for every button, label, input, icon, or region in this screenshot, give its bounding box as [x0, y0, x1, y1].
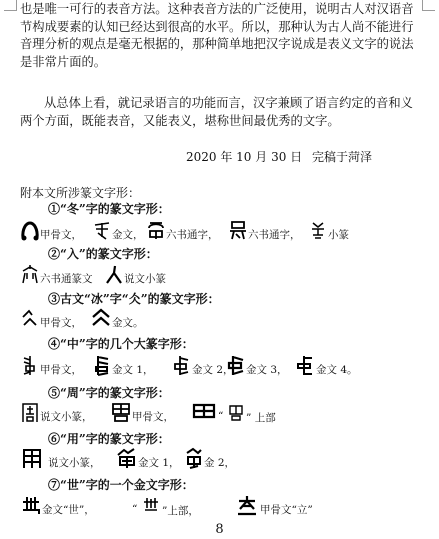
glyph-caption: 甲骨文“立”	[260, 504, 313, 516]
glyph-caption: ” 上部	[246, 412, 276, 424]
crop-mark-top-right	[422, 0, 435, 11]
glyph-caption: 六书通篆文	[40, 273, 93, 285]
seal-glyph-icon	[146, 219, 166, 241]
seal-glyph-icon	[228, 219, 248, 241]
seal-glyph-icon	[192, 401, 216, 423]
crop-mark-top-left	[4, 0, 17, 11]
glyph-caption: 金文 3，	[246, 364, 288, 376]
body-paragraph-1: 也是唯一可行的表音方法。这种表音方法的广泛使用，说明古人对汉语音节构成要素的认知已经达到很高的水平。所以，那种认为古人尚不能进行音理分析的观点是毫无根据的，那种简单地把汉字说成是表义文字的说法是非常片面的。	[20, 2, 414, 69]
seal-glyph-icon	[20, 401, 40, 423]
section-title-3: ③古文“冰”字“仌”的篆文字形：	[48, 292, 220, 306]
seal-glyph-icon	[296, 354, 316, 376]
glyph-caption: ”上部，	[162, 505, 199, 517]
body-paragraph-2: 从总体上看，就记录语言的功能而言，汉字兼顾了语言约定的音和义两个方面，既能表音，又能表义，堪称世间最优秀的文字。	[20, 96, 413, 128]
seal-glyph-icon	[20, 263, 40, 285]
section-title-5: ⑤“周”字的篆文字形：	[48, 386, 170, 400]
seal-glyph-icon	[308, 219, 328, 241]
glyph-caption: 金文 2，	[192, 364, 234, 376]
glyph-caption: “	[218, 410, 224, 422]
glyph-caption: 甲骨文，	[40, 364, 82, 376]
seal-glyph-icon	[92, 354, 112, 376]
seal-glyph-icon	[90, 307, 112, 329]
seal-glyph-icon	[184, 447, 204, 469]
section-title-6: ⑥“用”字的篆文字形：	[48, 432, 170, 446]
section-title-2: ②“入”的篆文字形：	[48, 247, 158, 261]
signature-note: 完稿于菏泽	[311, 150, 372, 164]
glyph-caption: 金文。	[112, 317, 144, 329]
glyph-caption: 金文 1，	[138, 457, 180, 469]
seal-glyph-icon	[110, 401, 132, 423]
inline-glyph-icon	[142, 496, 160, 517]
signature-date: 2020 年 10 月 30 日	[186, 150, 303, 164]
page-number: 8	[215, 522, 224, 537]
glyph-caption: 甲骨文，	[132, 411, 174, 423]
seal-glyph-icon	[20, 307, 40, 329]
glyph-caption: 说文小篆	[124, 273, 166, 285]
glyph-caption: 甲骨文，	[40, 229, 82, 241]
seal-glyph-icon	[92, 219, 112, 241]
glyph-caption: 六书通字，	[166, 229, 219, 241]
seal-glyph-icon	[20, 219, 40, 241]
seal-glyph-icon	[20, 494, 42, 516]
glyph-caption: 说文小篆，	[40, 411, 93, 423]
glyph-caption: 金文 1，	[112, 364, 154, 376]
glyph-caption: 金文“世”，	[42, 504, 95, 516]
glyph-caption: 金文，	[112, 229, 144, 241]
section-title-4: ④“中”字的几个大篆字形：	[48, 337, 194, 351]
seal-glyph-icon	[172, 354, 192, 376]
seal-glyph-icon	[116, 447, 138, 469]
signature-line	[186, 148, 378, 165]
glyph-caption: “	[132, 503, 138, 515]
section-title-7: ⑦“世”字的一个金文字形：	[48, 478, 194, 492]
attachment-title: 附本文所涉篆文字形：	[20, 186, 141, 200]
seal-glyph-icon	[226, 354, 246, 376]
seal-glyph-icon	[236, 494, 258, 516]
glyph-caption: 甲骨文，	[40, 317, 82, 329]
inline-glyph-icon	[228, 404, 244, 425]
glyph-caption: 说文小篆，	[48, 457, 101, 469]
glyph-caption: 金文 4。	[316, 364, 358, 376]
glyph-caption: 六书通字，	[248, 229, 301, 241]
section-title-1: ①“冬”字的篆文字形：	[48, 202, 170, 216]
seal-glyph-icon	[20, 354, 40, 376]
glyph-caption: 金 2，	[204, 457, 236, 469]
seal-glyph-icon	[104, 263, 124, 285]
seal-glyph-icon	[20, 447, 44, 469]
glyph-caption: 小篆	[328, 229, 349, 241]
